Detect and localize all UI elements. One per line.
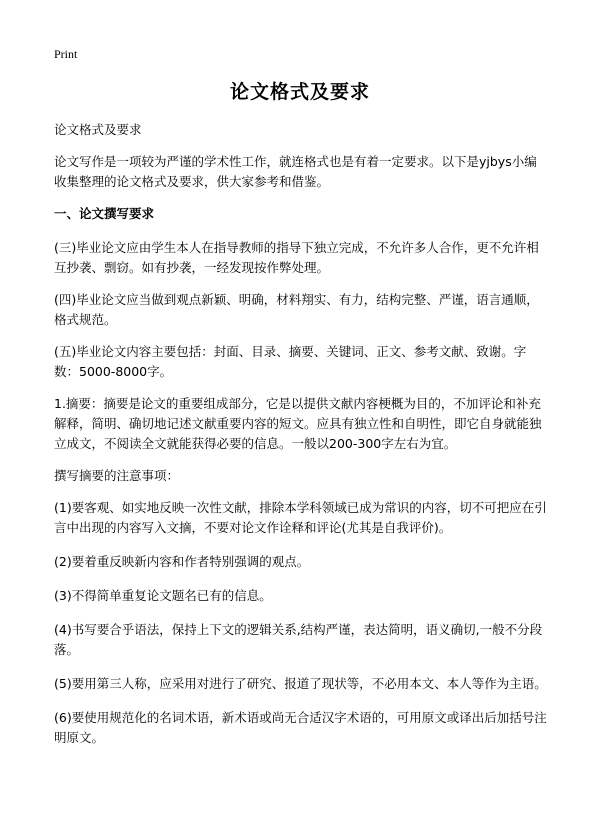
note-item-3: (3)不得简单重复论文题名已有的信息。 <box>54 588 272 603</box>
article-body <box>54 120 548 762</box>
note-item-2: (2)要着重反映新内容和作者特别强调的观点。 <box>54 554 310 569</box>
article-subtitle: 论文格式及要求 <box>54 122 142 137</box>
note-item-4: (4)书写要合乎语法，保持上下文的逻辑关系,结构严谨，表达简明，语义确切,一般不分段落。 <box>54 622 543 657</box>
page-title: 论文格式及要求 <box>229 81 370 103</box>
note-item-6: (6)要使用规范化的名词术语，新术语或尚无合适汉字术语的，可用原文或译出后加括号注明原文。 <box>54 710 547 745</box>
requirement-paragraph-5: (五)毕业论文内容主要包括：封面、目录、摘要、关键词、正文、参考文献、致谢。字数：5000-8000字。 <box>54 344 527 379</box>
requirement-paragraph-4: (四)毕业论文应当做到观点新颖、明确，材料翔实、有力，结构完整、严谨，语言通顺，格式规范。 <box>54 292 539 327</box>
notes-heading: 撰写摘要的注意事项： <box>54 468 180 483</box>
requirement-paragraph-3: (三)毕业论文应由学生本人在指导教师的指导下独立完成，不允许多人合作，更不允许相互抄袭、剽窃。如有抄袭，一经发现按作弊处理。 <box>54 240 539 275</box>
print-link[interactable]: Print <box>54 47 78 61</box>
note-item-1: (1)要客观、如实地反映一次性文献，排除本学科领域已成为常识的内容，切不可把应在引言中出现的内容写入文摘，不要对论文作诠释和评论(尤其是自我评价)。 <box>54 500 547 535</box>
abstract-paragraph: 1.摘要：摘要是论文的重要组成部分，它是以提供文献内容梗概为目的，不加评论和补充解释，简明、确切地记述文献重要内容的短文。应具有独立性和自明性，即它自身就能独立成文，不阅读全文就能获得必要的信息。一般以200-300字左右为宜。 <box>54 396 542 451</box>
intro-paragraph: 论文写作是一项较为严谨的学术性工作，就连格式也是有着一定要求。以下是yjbys小编收集整理的论文格式及要求，供大家参考和借鉴。 <box>54 154 537 189</box>
section-heading: 一、论文撰写要求 <box>54 206 155 221</box>
note-item-5: (5)要用第三人称，应采用对进行了研究、报道了现状等，不必用本文、本人等作为主语。 <box>54 676 547 691</box>
